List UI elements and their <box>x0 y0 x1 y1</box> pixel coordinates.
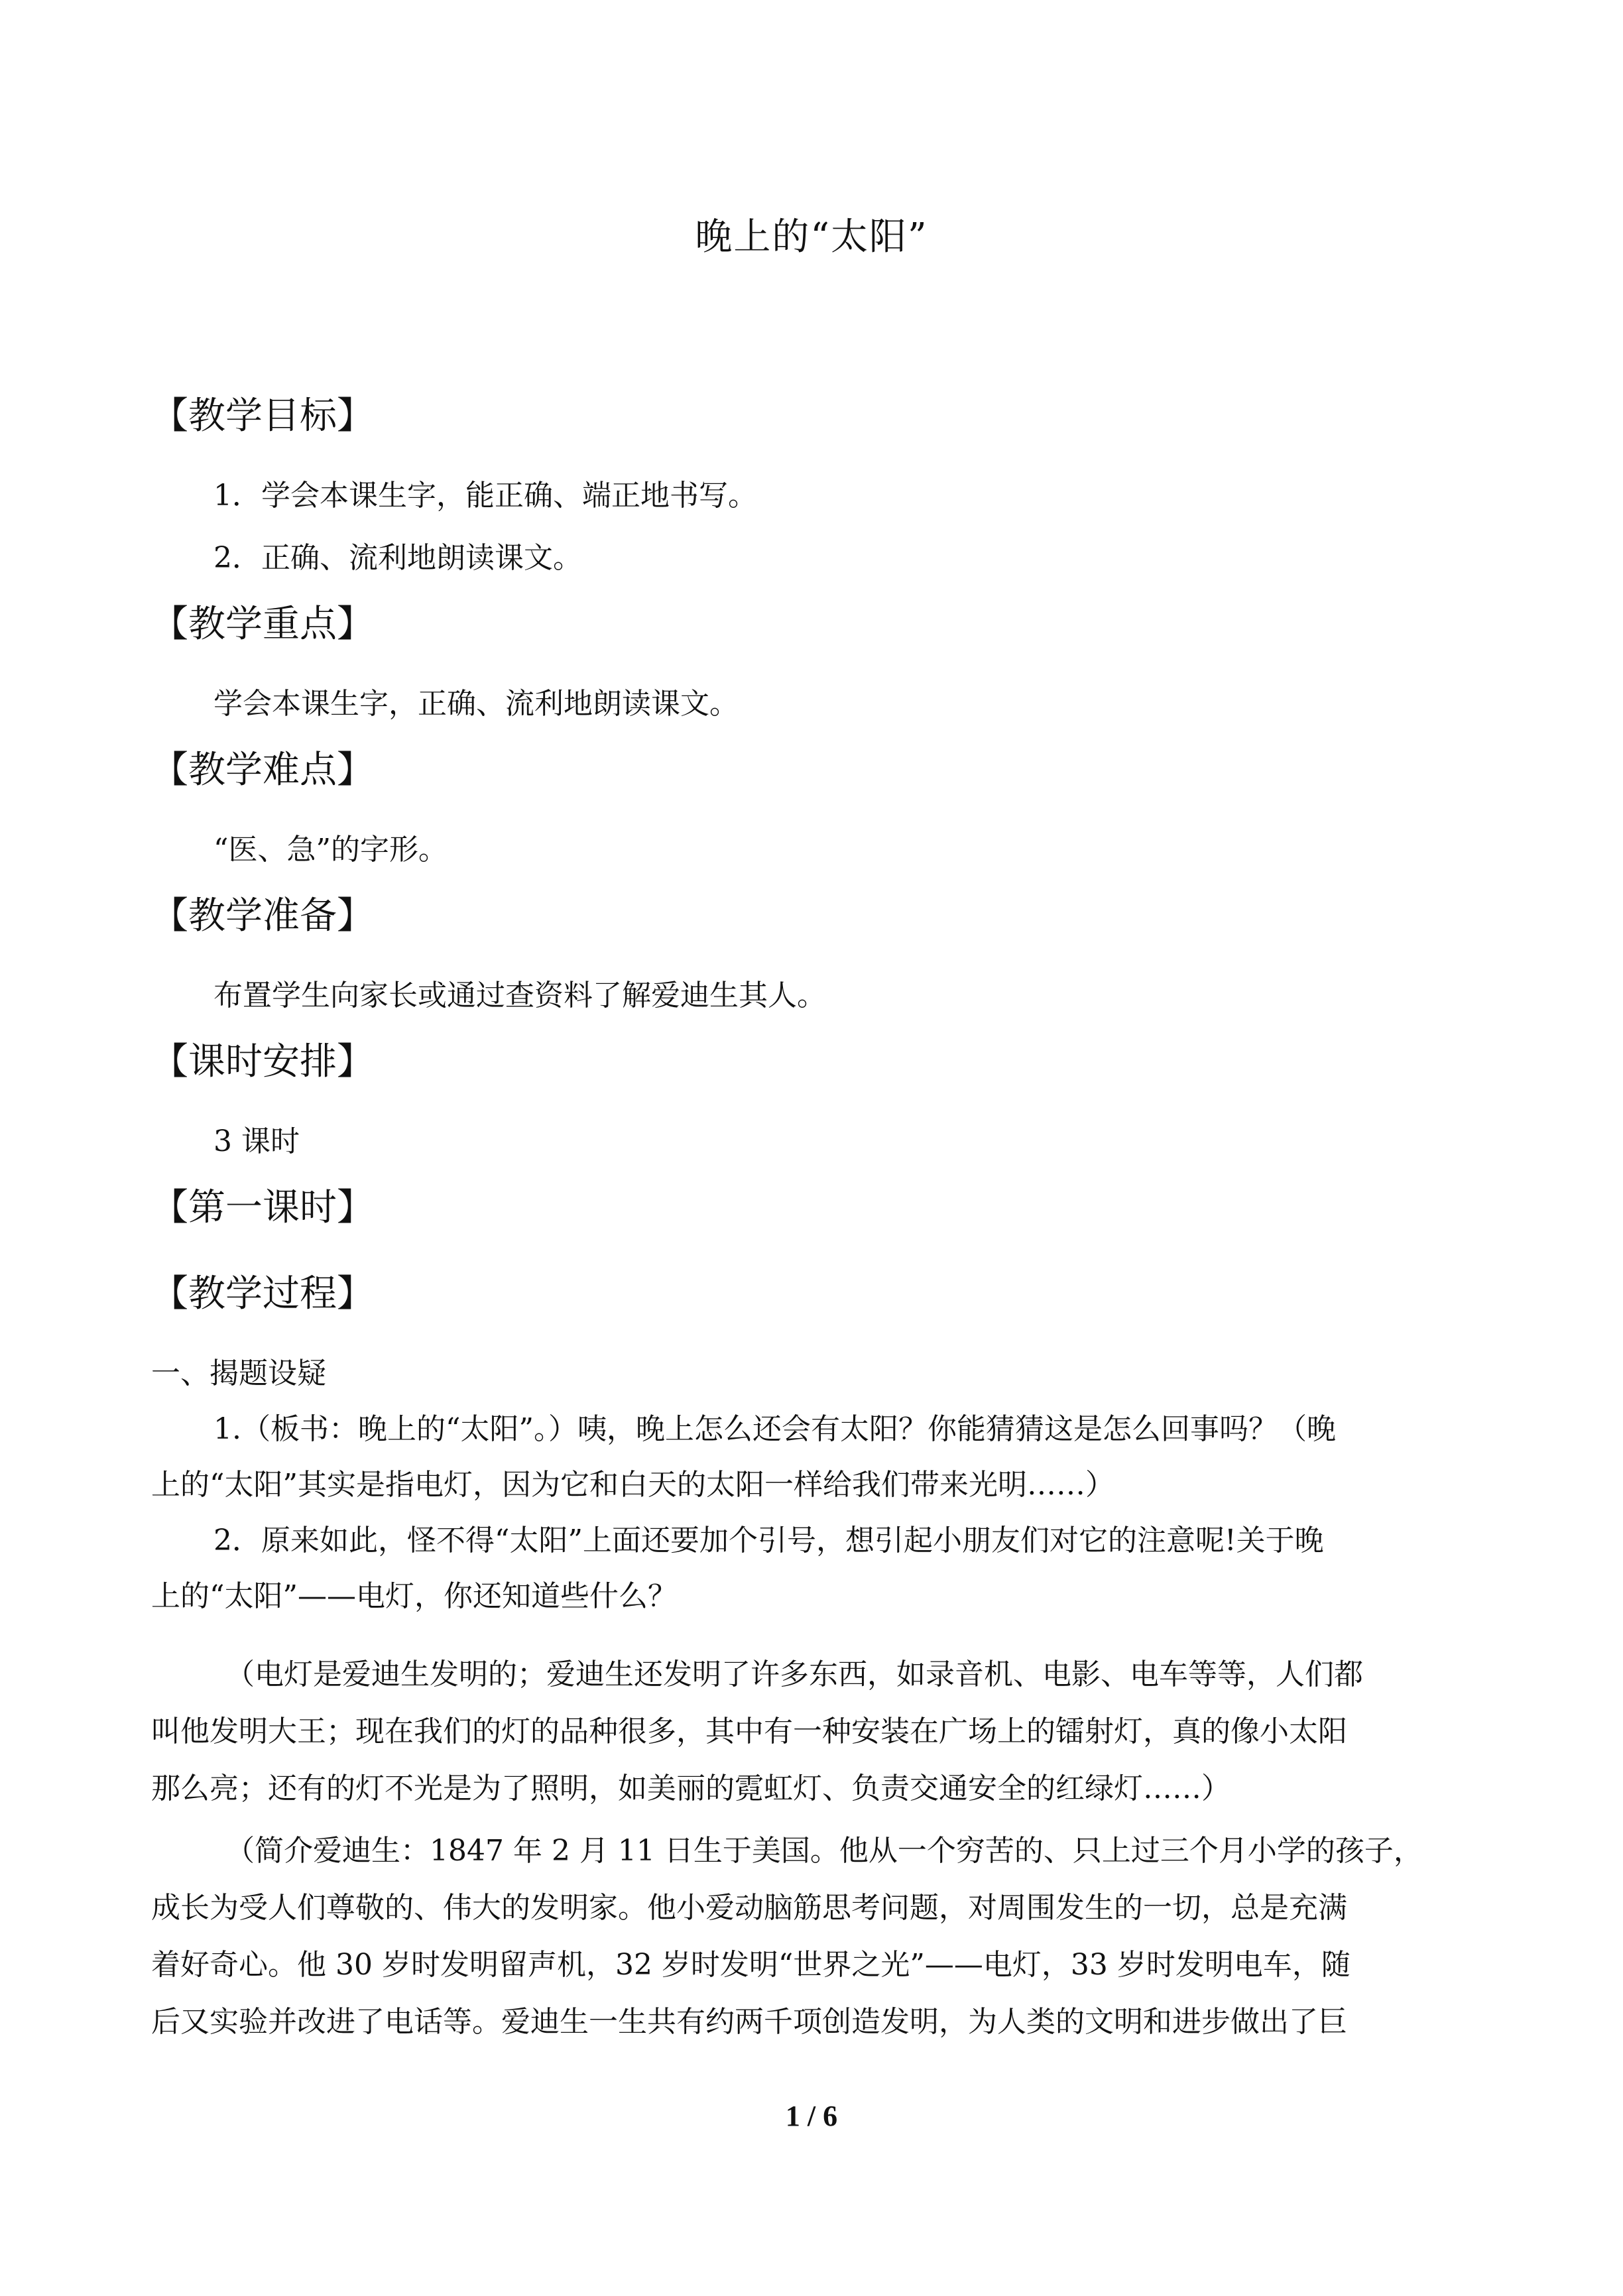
process-line: 1.（板书：晚上的“太阳”。）咦，晚上怎么还会有太阳？你能猜猜这是怎么回事吗？（晚 <box>213 1412 1336 1446</box>
section-heading-objectives: 【教学目标】 <box>151 394 374 438</box>
process-line: 叫他发明大王；现在我们的灯的品种很多，其中有一种安装在广场上的镭射灯，真的像小太阳 <box>151 1715 1347 1748</box>
key-points-text: 学会本课生字，正确、流利地朗读课文。 <box>213 687 739 721</box>
schedule-text: 3 课时 <box>213 1124 300 1158</box>
process-line: 着好奇心。他 30 岁时发明留声机，32 岁时发明“世界之光”——电灯，33 岁时发明电车，随 <box>151 1948 1351 1982</box>
process-subheading: 一、揭题设疑 <box>151 1357 326 1390</box>
objective-item-1: 1．学会本课生字，能正确、端正地书写。 <box>213 479 757 513</box>
objective-item-2: 2．正确、流利地朗读课文。 <box>213 541 582 575</box>
section-heading-key-points: 【教学重点】 <box>151 603 374 646</box>
process-line: 上的“太阳”——电灯，你还知道些什么？ <box>151 1579 677 1613</box>
process-line: 上的“太阳”其实是指电灯，因为它和白天的太阳一样给我们带来光明……） <box>151 1468 1114 1502</box>
section-heading-first-period: 【第一课时】 <box>151 1186 374 1229</box>
page-number: 1 / 6 <box>785 2100 838 2132</box>
section-heading-difficulties: 【教学难点】 <box>151 749 374 792</box>
page-title: 晚上的“太阳” <box>695 215 928 259</box>
preparation-text: 布置学生向家长或通过查资料了解爱迪生其人。 <box>213 979 826 1012</box>
process-line: （电灯是爱迪生发明的；爱迪生还发明了许多东西，如录音机、电影、电车等等，人们都 <box>225 1658 1363 1691</box>
process-line: 2．原来如此，怪不得“太阳”上面还要加个引号，想引起小朋友们对它的注意呢!关于晚 <box>213 1524 1324 1557</box>
section-heading-preparation: 【教学准备】 <box>151 894 374 937</box>
section-heading-process: 【教学过程】 <box>151 1272 374 1315</box>
process-line: 后又实验并改进了电话等。爱迪生一生共有约两千项创造发明，为人类的文明和进步做出了巨 <box>151 2005 1347 2039</box>
section-heading-schedule: 【课时安排】 <box>151 1040 374 1083</box>
process-line: 成长为受人们尊敬的、伟大的发明家。他小爱动脑筋思考问题，对周围发生的一切，总是充满 <box>151 1891 1347 1925</box>
process-line: 那么亮；还有的灯不光是为了照明，如美丽的霓虹灯、负责交通安全的红绿灯……） <box>151 1772 1231 1805</box>
process-line: （简介爱迪生：1847 年 2 月 11 日生于美国。他从一个穷苦的、只上过三个月小学的孩子， <box>225 1834 1423 1868</box>
difficulties-text: “医、急”的字形。 <box>213 833 448 867</box>
